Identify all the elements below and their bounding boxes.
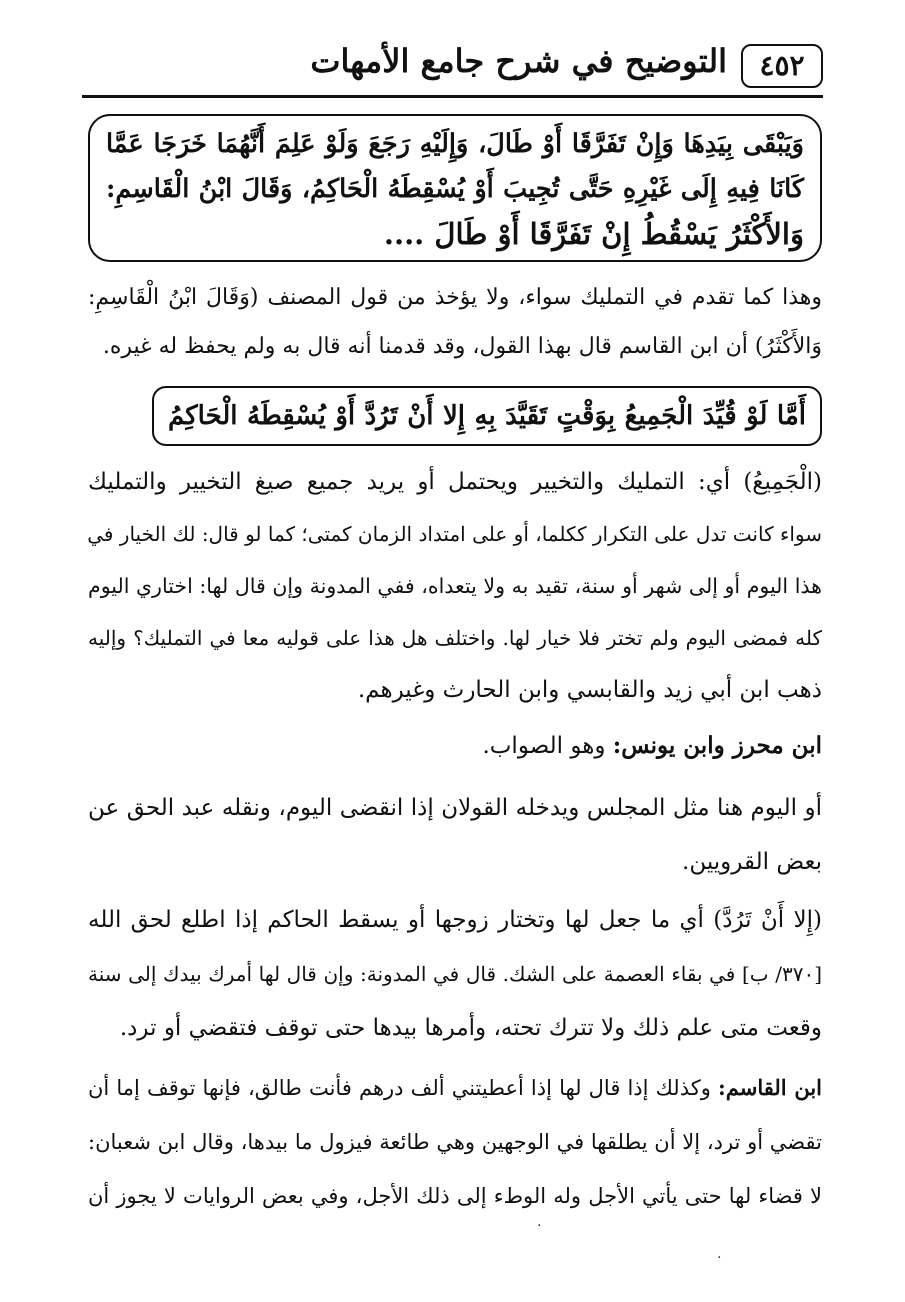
matn-box-2 xyxy=(152,386,822,446)
scholar-label: ابن القاسم: xyxy=(718,1075,822,1100)
commentary-paragraph-6 xyxy=(88,1066,822,1228)
matn-box-1 xyxy=(88,114,822,262)
text-line: وهذا كما تقدم في التمليك سواء، ولا يؤخذ من قول المصنف (وَقَالَ ابْنُ الْقَاسِمِ: xyxy=(88,285,822,310)
text-line: سواء كانت تدل على التكرار ككلما، أو على امتداد الزمان كمتى؛ كما لو قال: لك الخيار في xyxy=(87,522,822,546)
commentary-paragraph-1 xyxy=(88,276,822,374)
page-header xyxy=(82,38,823,98)
commentary-paragraph-4 xyxy=(88,786,822,894)
text-line xyxy=(88,1066,822,1120)
scan-speck: · xyxy=(717,1250,722,1266)
text-line: [٣٧٠/ ب] في بقاء العصمة على الشك. قال في المدونة: وإن قال لها أمرك بيدك إلى سنة xyxy=(88,962,822,986)
text-line: بعض القرويين. xyxy=(682,849,822,875)
header-rule xyxy=(82,95,823,98)
commentary-paragraph-5 xyxy=(88,898,822,1060)
text-line: كله فمضى اليوم ولم تختر فلا خيار لها. واختلف هل هذا على قوليه معا في التمليك؟ وإليه xyxy=(88,626,822,650)
text-span: وهو الصواب. xyxy=(482,733,613,759)
matn-line: أَمَّا لَوْ قُيِّدَ الْجَمِيعُ بِوَقْتٍ تَقَيَّدَ بِهِ إِلا أَنْ تَرُدَّ أَوْ يُسْقِطَهُ الْحَاكِمُ xyxy=(168,401,806,431)
text-line: لا قضاء لها حتى يأتي الأجل وله الوطء إلى ذلك الأجل، وفي بعض الروايات لا يجوز أن xyxy=(88,1184,822,1208)
text-line xyxy=(88,724,822,773)
matn-line: وَيَبْقَى بِيَدِهَا وَإِنْ تَفَرَّقَا أَوْ طَالَ، وَإِلَيْهِ رَجَعَ وَلَوْ عَلِمَ أَنَّهُمَا خَرَجَا عَمَّا xyxy=(106,129,804,159)
book-title: التوضيح في شرح جامع الأمهات xyxy=(310,42,727,80)
text-line: (إِلا أَنْ تَرُدَّ) أي ما جعل لها وتختار زوجها أو يسقط الحاكم إذا اطلع لحق الله xyxy=(88,907,822,933)
commentary-paragraph-2 xyxy=(88,460,822,720)
text-line: هذا اليوم أو إلى شهر أو سنة، تقيد به ولا يتعداه، ففي المدونة وإن قال لها: اختاري اليوم xyxy=(88,574,822,598)
text-line: وقعت متى علم ذلك ولا تترك تحته، وأمرها بيدها حتى توقف فتقضي أو ترد. xyxy=(119,1015,822,1041)
matn-line: كَانَا فِيهِ إِلَى غَيْرِهِ حَتَّى تُجِيبَ أَوْ يُسْقِطَهُ الْحَاكِمُ، وَقَالَ ابْنُ الْقَاسِمِ: xyxy=(106,174,804,204)
scholar-label: ابن محرز وابن يونس: xyxy=(612,732,822,759)
text-line: أو اليوم هنا مثل المجلس ويدخله القولان إذا انقضى اليوم، ونقله عبد الحق عن xyxy=(88,795,822,821)
commentary-paragraph-3 xyxy=(88,724,822,773)
text-span: وكذلك إذا قال لها إذا أعطيتني ألف درهم فأنت طالق، فإنها توقف إما أن xyxy=(88,1076,718,1100)
text-line: تقضي أو ترد، إلا أن يطلقها في الوجهين وهي طائعة فيزول ما بيدها، وقال ابن شعبان: xyxy=(88,1130,822,1154)
text-line: ذهب ابن أبي زيد والقابسي وابن الحارث وغيرهم. xyxy=(357,677,822,703)
text-line: (الْجَمِيعُ) أي: التمليك والتخيير ويحتمل أو يريد جميع صيغ التخيير والتمليك xyxy=(88,469,822,495)
text-line: وَالأَكْثَرُ) أن ابن القاسم قال بهذا القول، وقد قدمنا أنه قال به ولم يحفظ له غيره. xyxy=(102,334,822,359)
scan-speck: · xyxy=(537,1218,542,1234)
matn-line: وَالأَكْثَرُ يَسْقُطُ إِنْ تَفَرَّقَا أَوْ طَالَ .... xyxy=(383,217,804,251)
page-number: ٤٥٢ xyxy=(741,44,823,88)
